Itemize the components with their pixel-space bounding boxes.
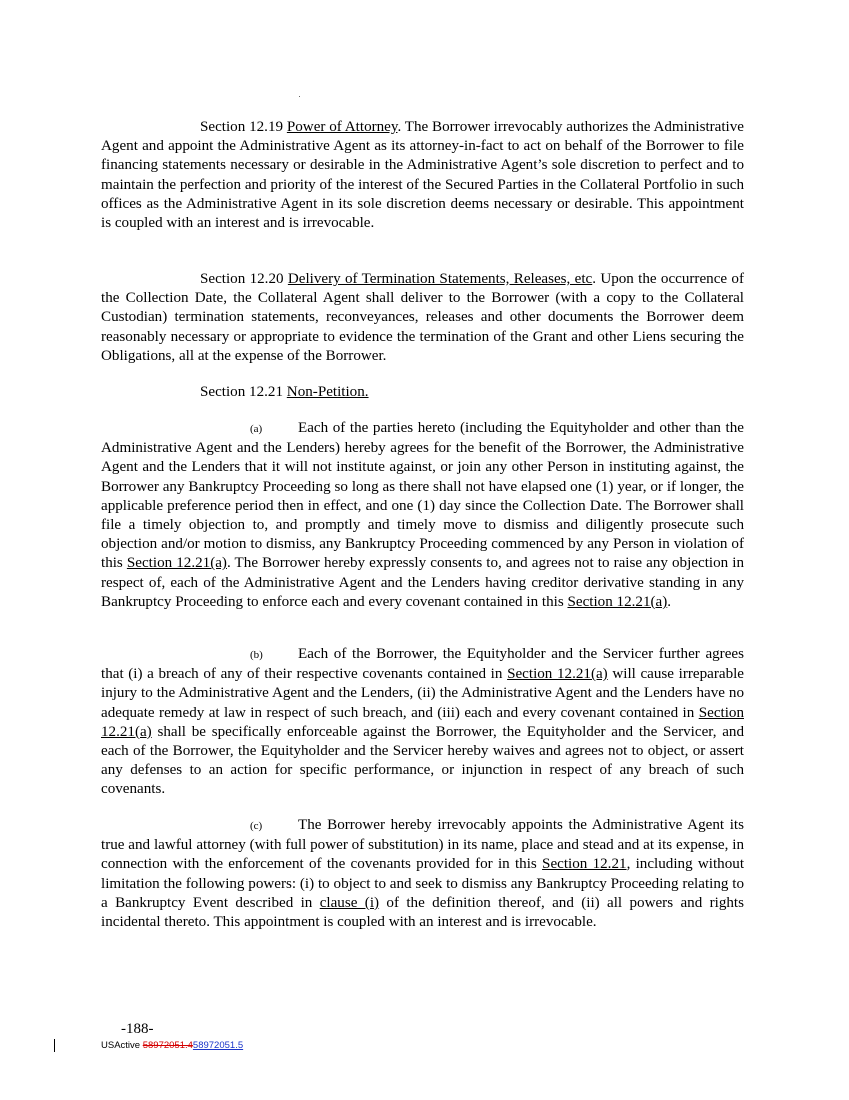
section-number: Section 12.21 bbox=[200, 384, 284, 400]
page-number: -188- bbox=[121, 1021, 154, 1037]
paragraph-text: shall be specifically enforceable against the Borrower, the Equityholder and the Servicer, and each of the Borrower, the Equityholder and the Servicer hereby waives and agrees not to object, or assert any defenses to an action for specific performance, or injunction in respect of any breach of such covenants. bbox=[101, 723, 744, 798]
paragraph-text: Each of the parties hereto (including the Equityholder and other than the Administrative Agent and the Lenders) hereby agrees for the benefit of the Borrower, the Administrative Agent and the Lenders that it will not institute against, or join any other Person in instituting against, the Borrower any Bankruptcy Proceeding so long as there shall not have elapsed one (1) year, or if longer, the applicable preference period then in effect, and one (1) day since the Collection Date. The Borrower shall file a timely objection to, and promptly and timely move to dismiss and diligently prosecute such objection and/or motion to dismiss, any Bankruptcy Proceeding commenced by any Person in violation of this bbox=[101, 420, 744, 572]
paragraph-b bbox=[101, 645, 744, 800]
section-12-19 bbox=[101, 118, 744, 233]
cross-reference: clause (i) bbox=[319, 894, 380, 911]
paragraph-text: Each of the Borrower, the Equityholder and the Servicer further agrees that (i) a breach of any of their respective covenants contained in bbox=[101, 646, 744, 683]
document-footer bbox=[101, 1040, 243, 1051]
paragraph-text: . The Borrower hereby expressly consents to, and agrees not to raise any objection in respect of, each of the Administrative Agent and the Lenders having creditor derivative standing in any Bankruptcy Proceeding to enforce each and every covenant contained in this bbox=[101, 555, 744, 610]
section-12-20 bbox=[101, 270, 744, 366]
paragraph-c bbox=[101, 816, 744, 932]
footer-prefix: USActive bbox=[101, 1040, 143, 1051]
paragraph-label: (c) bbox=[250, 820, 263, 832]
stray-dot bbox=[299, 96, 300, 97]
section-title: Delivery of Termination Statements, Releases, etc bbox=[287, 271, 593, 287]
section-title: Non-Petition. bbox=[286, 384, 369, 400]
paragraph-a bbox=[101, 419, 744, 612]
paragraph-text: of the definition thereof, and (ii) all powers and rights incidental thereto. This appointment is coupled with an interest and is irrevocable. bbox=[101, 894, 744, 931]
cross-reference: Section 12.21 bbox=[542, 856, 627, 873]
cross-reference: Section 12.21(a) bbox=[101, 704, 744, 740]
cross-reference: Section 12.21(a) bbox=[567, 593, 668, 610]
paragraph-text: will cause irreparable injury to the Administrative Agent and the Lenders, (ii) the Administrative Agent and the Lenders have no adequate remedy at law in respect of such breach, and (iii) each and every covenant contained in bbox=[101, 666, 745, 721]
change-bar bbox=[54, 1039, 55, 1052]
deleted-doc-id: 58972051.4 bbox=[142, 1040, 193, 1051]
paragraph-text: . bbox=[667, 593, 672, 610]
cross-reference: Section 12.21(a) bbox=[126, 555, 227, 572]
paragraph-text: , including without limitation the following powers: (i) to object to and seek to dismiss any Bankruptcy Proceeding relating to a Bankruptcy Event described in bbox=[101, 856, 745, 911]
section-number: Section 12.19 bbox=[200, 119, 284, 135]
section-body: . The Borrower irrevocably authorizes the Administrative Agent and appoint the Administrative Agent as its attorney-in-fact to act on behalf of the Borrower to file financing statements necessary or desirable in the Administrative Agent’s sole discretion to perfect and to maintain the perfection and priority of the interest of the Secured Parties in the Collateral Portfolio in such offices as the Administrative Agent in its sole discretion deems necessary or desirable. This appointment is coupled with an interest and is irrevocable. bbox=[101, 119, 744, 232]
section-body: . Upon the occurrence of the Collection Date, the Collateral Agent shall deliver to the Borrower (with a copy to the Collateral Custodian) termination statements, reconveyances, releases and other documents the Borrower deem reasonably necessary or appropriate to evidence the termination of the Grant and other Liens securing the Obligations, all at the expense of the Borrower. bbox=[101, 271, 744, 364]
cross-reference: Section 12.21(a) bbox=[507, 666, 608, 683]
section-12-21 bbox=[101, 383, 744, 402]
paragraph-text: The Borrower hereby irrevocably appoints the Administrative Agent its true and lawful attorney (with full power of substitution) in its name, place and stead and at its expense, in connection with the enforcement of the covenants provided for in this bbox=[101, 817, 744, 873]
section-number: Section 12.20 bbox=[200, 271, 284, 287]
section-title: Power of Attorney bbox=[286, 119, 398, 135]
paragraph-label: (b) bbox=[250, 649, 263, 661]
paragraph-label: (a) bbox=[250, 423, 263, 435]
inserted-doc-id: 58972051.5 bbox=[192, 1040, 244, 1051]
